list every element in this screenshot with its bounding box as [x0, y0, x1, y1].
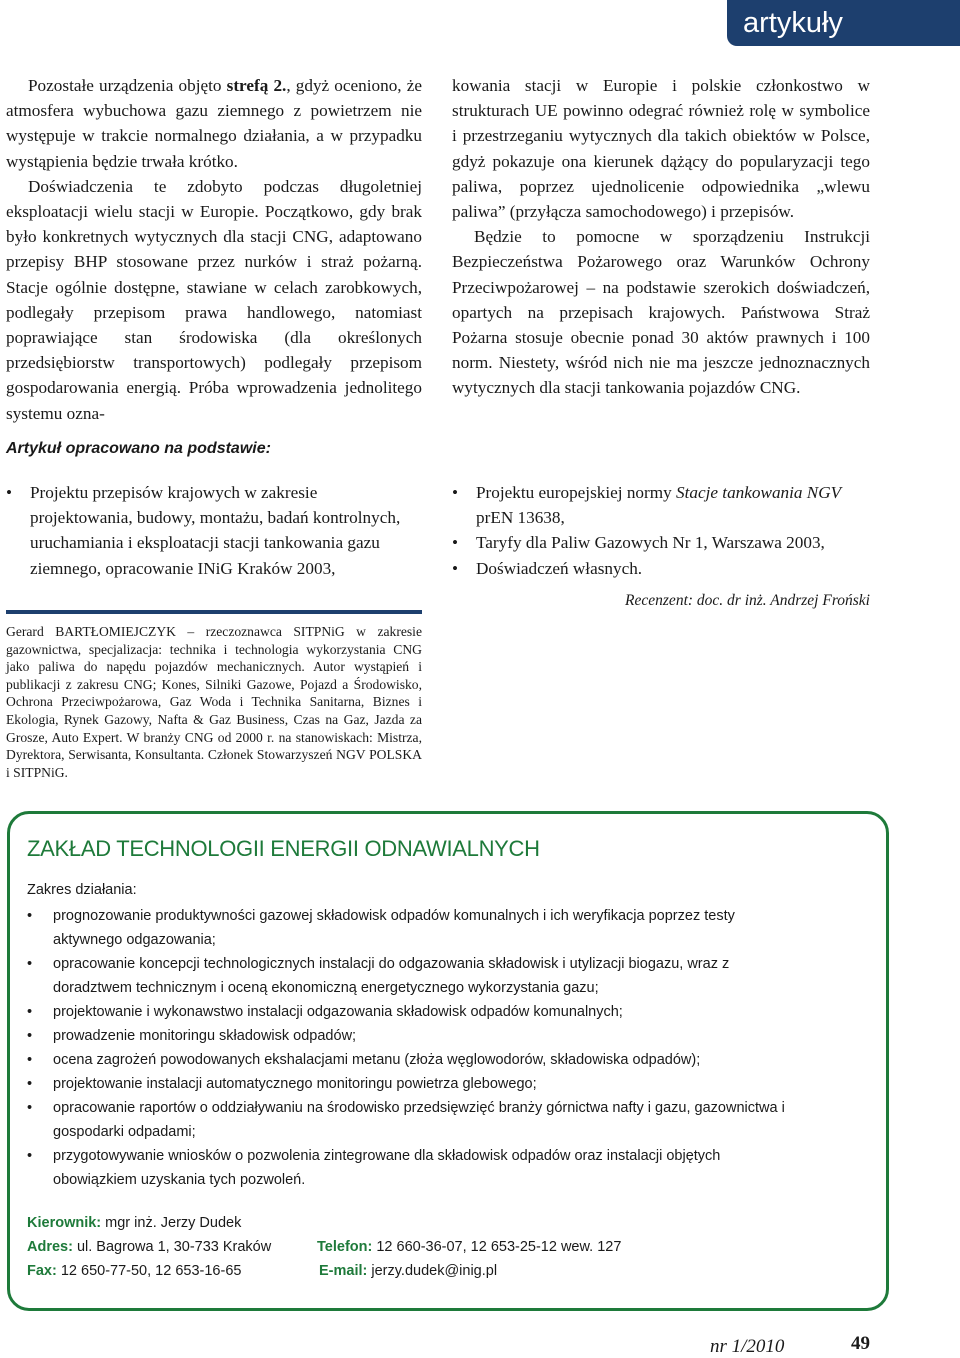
activities-list — [27, 904, 787, 1192]
box-title: ZAKŁAD TECHNOLOGII ENERGII ODNAWIALNYCH — [27, 836, 540, 861]
contact-fax — [27, 1263, 241, 1279]
article-column-left — [6, 73, 422, 426]
contact-phone — [317, 1239, 621, 1255]
sources-list-left — [6, 480, 422, 581]
list-item: • projektowanie instalacji automatycznego monitoringu powietrza glebowego; — [27, 1072, 787, 1096]
section-tab: artykuły — [727, 0, 960, 46]
issue-number: nr 1/2010 — [710, 1336, 785, 1357]
contact-value: ul. Bagrowa 1, 30-733 Kraków — [76, 1239, 272, 1255]
author-bio: Gerard BARTŁOMIEJCZYK – rzeczoznawca SITPNiG w zakresie gazownictwa, specjalizacja: technika i technologia wykorzystania CNG jako paliwa do napędu pojazdów mechanicznych. Autor wystąpień i publikacji z zakresu CNG; Kones, Silniki Gazowe, Pojazd a Środowisko, Ochrona Przeciwpożarowa, Gaz Woda i Technika Sanitarna, Biznes i Ekologia, Rynek Gazowy, Nafta & Gaz Business, Czas na Gaz, Jazda za Grosze, Auto Expert. W branży CNG od 2000 r. na stanowiskach: Mistrza, Dyrektora, Serwisanta, Konsultanta. Członek Stowarzyszeń NGV POLSKA i SITPNiG. — [6, 624, 422, 780]
article-column-right — [452, 73, 870, 401]
contact-manager — [27, 1215, 241, 1231]
article-paragraph: kowania stacji w Europie i polskie członkostwo w strukturach UE powinno odegrać również rolę w symbolice i przestrzeganiu wytycznych dla takich obiektów w Polsce, gdyż pokazuje ona kierunek dążący do popularyzacji tego paliwa, poprzez ujednolicenie odpowiednika „wlewu paliwa” (przyłącza samochodowego) i przepisów. — [452, 76, 870, 222]
advertisement-box — [7, 811, 889, 1311]
sources-list-right — [452, 480, 870, 581]
contact-label: Telefon: — [317, 1239, 373, 1255]
page-number: 49 — [851, 1333, 870, 1354]
list-item: • prognozowanie produktywności gazowej składowisk odpadów komunalnych i ich weryfikacja poprzez testy aktywnego odgazowania; — [27, 904, 787, 952]
text-run: Pozostałe urządzenia objęto — [28, 76, 227, 95]
article-paragraph: Będzie to pomocne w sporządzeniu Instrukcji Bezpieczeństwa Pożarowego oraz Warunków Ochrony Przeciwpożarowej – na podstawie szerokich doświadczeń, opartych na przepisach krajowych. Państwowa Straż Pożarna stosuje obecnie ponad 30 aktów prawnych i 100 norm. Niestety, wśród nich nie ma jeszcze jednoznacznych wytycznych dla stacji tankowania pojazdów CNG. — [452, 227, 870, 398]
contact-label: E-mail: — [319, 1263, 368, 1279]
contact-label: Adres: — [27, 1239, 73, 1255]
divider — [6, 610, 422, 614]
article-paragraph: Doświadczenia te zdobyto podczas długoletniej eksploatacji wielu stacji w Europie. Początkowo, gdy brak było konkretnych wytycznych dla stacji CNG, adaptowano przepisy BHP stosowane przez nurków i straż pożarną. Stacje ogólnie dostępne, stawiane w celach zarobkowych, podlegały przepisom prawa handlowego, natomiast poprawiające stan środowiska (dla określonych przedsiębiorstw transportowych) podlegały przepisom gospodarowania energią. Próba wprowadzenia jednolitego systemu ozna- — [6, 176, 422, 423]
contact-email — [319, 1263, 497, 1279]
reviewer-note: Recenzent: doc. dr inż. Andrzej Froński — [625, 592, 870, 609]
contact-value: 12 660-36-07, 12 653-25-12 wew. 127 — [376, 1239, 622, 1255]
italic-title: Stacje tankowania NGV — [676, 483, 842, 502]
list-item: • opracowanie raportów o oddziaływaniu na środowisko przedsięwzięć branży górnictwa nafty i gazu, gazownictwa i gospodarki odpadami; — [27, 1096, 787, 1144]
list-item: • przygotowywanie wniosków o pozwolenia zintegrowane dla składowisk odpadów oraz instalacji objętych obowiązkiem uzyskania tych pozwoleń. — [27, 1144, 787, 1192]
list-item — [452, 480, 870, 530]
bold-text: strefą 2. — [226, 76, 287, 95]
list-item: • opracowanie koncepcji technologicznych instalacji do odgazowania składowisk i utylizacji biogazu, wraz z doradztwem technicznym i oceną ekonomiczną energetycznego wykorzystania gazu; — [27, 952, 787, 1000]
contact-address — [27, 1239, 271, 1255]
list-item: • prowadzenie monitoringu składowisk odpadów; — [27, 1024, 787, 1048]
contact-value: mgr inż. Jerzy Dudek — [105, 1215, 242, 1231]
text-run: , gdyż oceniono, że atmosfera wybuchowa gazu ziemnego z powietrzem nie występuje w trakcie normalnego działania, a w przypadku wystąpienia będzie trwała krótko. — [6, 76, 422, 171]
box-subtitle: Zakres działania: — [27, 882, 137, 898]
text-run: prEN 13638, — [476, 508, 565, 528]
contact-label: Fax: — [27, 1263, 57, 1279]
list-item: • Taryfy dla Paliw Gazowych Nr 1, Warszawa 2003, — [452, 530, 870, 555]
list-item: • Projektu przepisów krajowych w zakresie projektowania, budowy, montażu, badań kontrolnych, uruchamiania i eksploatacji stacji tankowania gazu ziemnego, opracowanie INiG Kraków 2003, — [6, 480, 422, 581]
article-paragraph — [6, 73, 422, 174]
list-item: • Doświadczeń własnych. — [452, 556, 870, 581]
sources-heading: Artykuł opracowano na podstawie: — [6, 440, 271, 457]
text-run: Projektu europejskiej normy — [476, 483, 677, 502]
contact-label: Kierownik: — [27, 1215, 102, 1231]
list-item: • projektowanie i wykonawstwo instalacji odgazowania składowisk odpadów komunalnych; — [27, 1000, 787, 1024]
contact-value: 12 650-77-50, 12 653-16-65 — [60, 1263, 242, 1279]
list-item: • ocena zagrożeń powodowanych ekshalacjami metanu (złoża węglowodorów, składowiska odpadów); — [27, 1048, 787, 1072]
email-link[interactable]: jerzy.dudek@inig.pl — [371, 1263, 498, 1279]
